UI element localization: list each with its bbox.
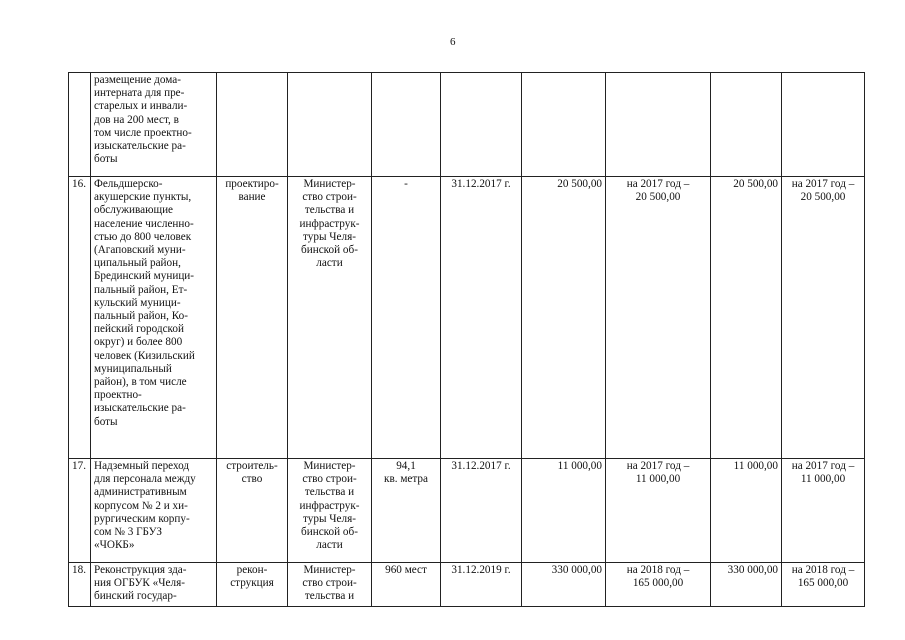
object-name-cell: Фельдшерско- акушерские пункты, обслуживающие население численно- стью до 800 человек (Агаповский муни- ципальный район, Брединский муници- пальный район, Ет- кульский муници- пальный район, Ко- пейский городской округ) и более 800 человек (Кизильский муниципальный район), в том числе проектно- изыскательские ра- боты bbox=[91, 177, 217, 459]
capacity-cell: 94,1 кв. метра bbox=[372, 459, 441, 563]
deadline-cell: 31.12.2019 г. bbox=[441, 563, 522, 607]
funding-by-year-cell bbox=[782, 73, 865, 177]
row-number: 17. bbox=[69, 459, 91, 563]
cost-cell: 330 000,00 bbox=[522, 563, 606, 607]
funding-cell: 330 000,00 bbox=[711, 563, 782, 607]
customer-cell: Министер- ство строи- тельства и bbox=[288, 563, 372, 607]
row-number: 16. bbox=[69, 177, 91, 459]
cost-by-year-cell bbox=[606, 73, 711, 177]
capacity-cell: 960 мест bbox=[372, 563, 441, 607]
object-name-cell: размещение дома- интерната для пре- старелых и инвали- дов на 200 мест, в том числе проектно- изыскательские ра- боты bbox=[91, 73, 217, 177]
funding-cell: 11 000,00 bbox=[711, 459, 782, 563]
page-number: 6 bbox=[450, 36, 456, 48]
capacity-cell bbox=[372, 73, 441, 177]
table-row bbox=[69, 563, 865, 607]
table-row bbox=[69, 459, 865, 563]
customer-cell: Министер- ство строи- тельства и инфраструк- туры Челя- бинской об- ласти bbox=[288, 459, 372, 563]
capacity-cell: - bbox=[372, 177, 441, 459]
work-type-cell: рекон- струкция bbox=[217, 563, 288, 607]
cost-by-year-cell: на 2017 год – 20 500,00 bbox=[606, 177, 711, 459]
work-type-cell: проектиро- вание bbox=[217, 177, 288, 459]
row-number: 18. bbox=[69, 563, 91, 607]
funding-cell bbox=[711, 73, 782, 177]
funding-by-year-cell: на 2017 год – 11 000,00 bbox=[782, 459, 865, 563]
cost-by-year-cell: на 2017 год – 11 000,00 bbox=[606, 459, 711, 563]
investment-objects-table bbox=[68, 72, 865, 607]
object-name-cell: Реконструкция зда- ния ОГБУК «Челя- бинский государ- bbox=[91, 563, 217, 607]
cost-by-year-cell: на 2018 год – 165 000,00 bbox=[606, 563, 711, 607]
customer-cell bbox=[288, 73, 372, 177]
row-number bbox=[69, 73, 91, 177]
work-type-cell bbox=[217, 73, 288, 177]
deadline-cell: 31.12.2017 г. bbox=[441, 177, 522, 459]
funding-by-year-cell: на 2017 год – 20 500,00 bbox=[782, 177, 865, 459]
cost-cell: 20 500,00 bbox=[522, 177, 606, 459]
object-name-cell: Надземный переход для персонала между административным корпусом № 2 и хи- рургическим корпу- сом № 3 ГБУЗ «ЧОКБ» bbox=[91, 459, 217, 563]
table-row bbox=[69, 73, 865, 177]
funding-cell: 20 500,00 bbox=[711, 177, 782, 459]
work-type-cell: строитель- ство bbox=[217, 459, 288, 563]
deadline-cell bbox=[441, 73, 522, 177]
table-row bbox=[69, 177, 865, 459]
deadline-cell: 31.12.2017 г. bbox=[441, 459, 522, 563]
customer-cell: Министер- ство строи- тельства и инфраструк- туры Челя- бинской об- ласти bbox=[288, 177, 372, 459]
cost-cell: 11 000,00 bbox=[522, 459, 606, 563]
funding-by-year-cell: на 2018 год – 165 000,00 bbox=[782, 563, 865, 607]
cost-cell bbox=[522, 73, 606, 177]
